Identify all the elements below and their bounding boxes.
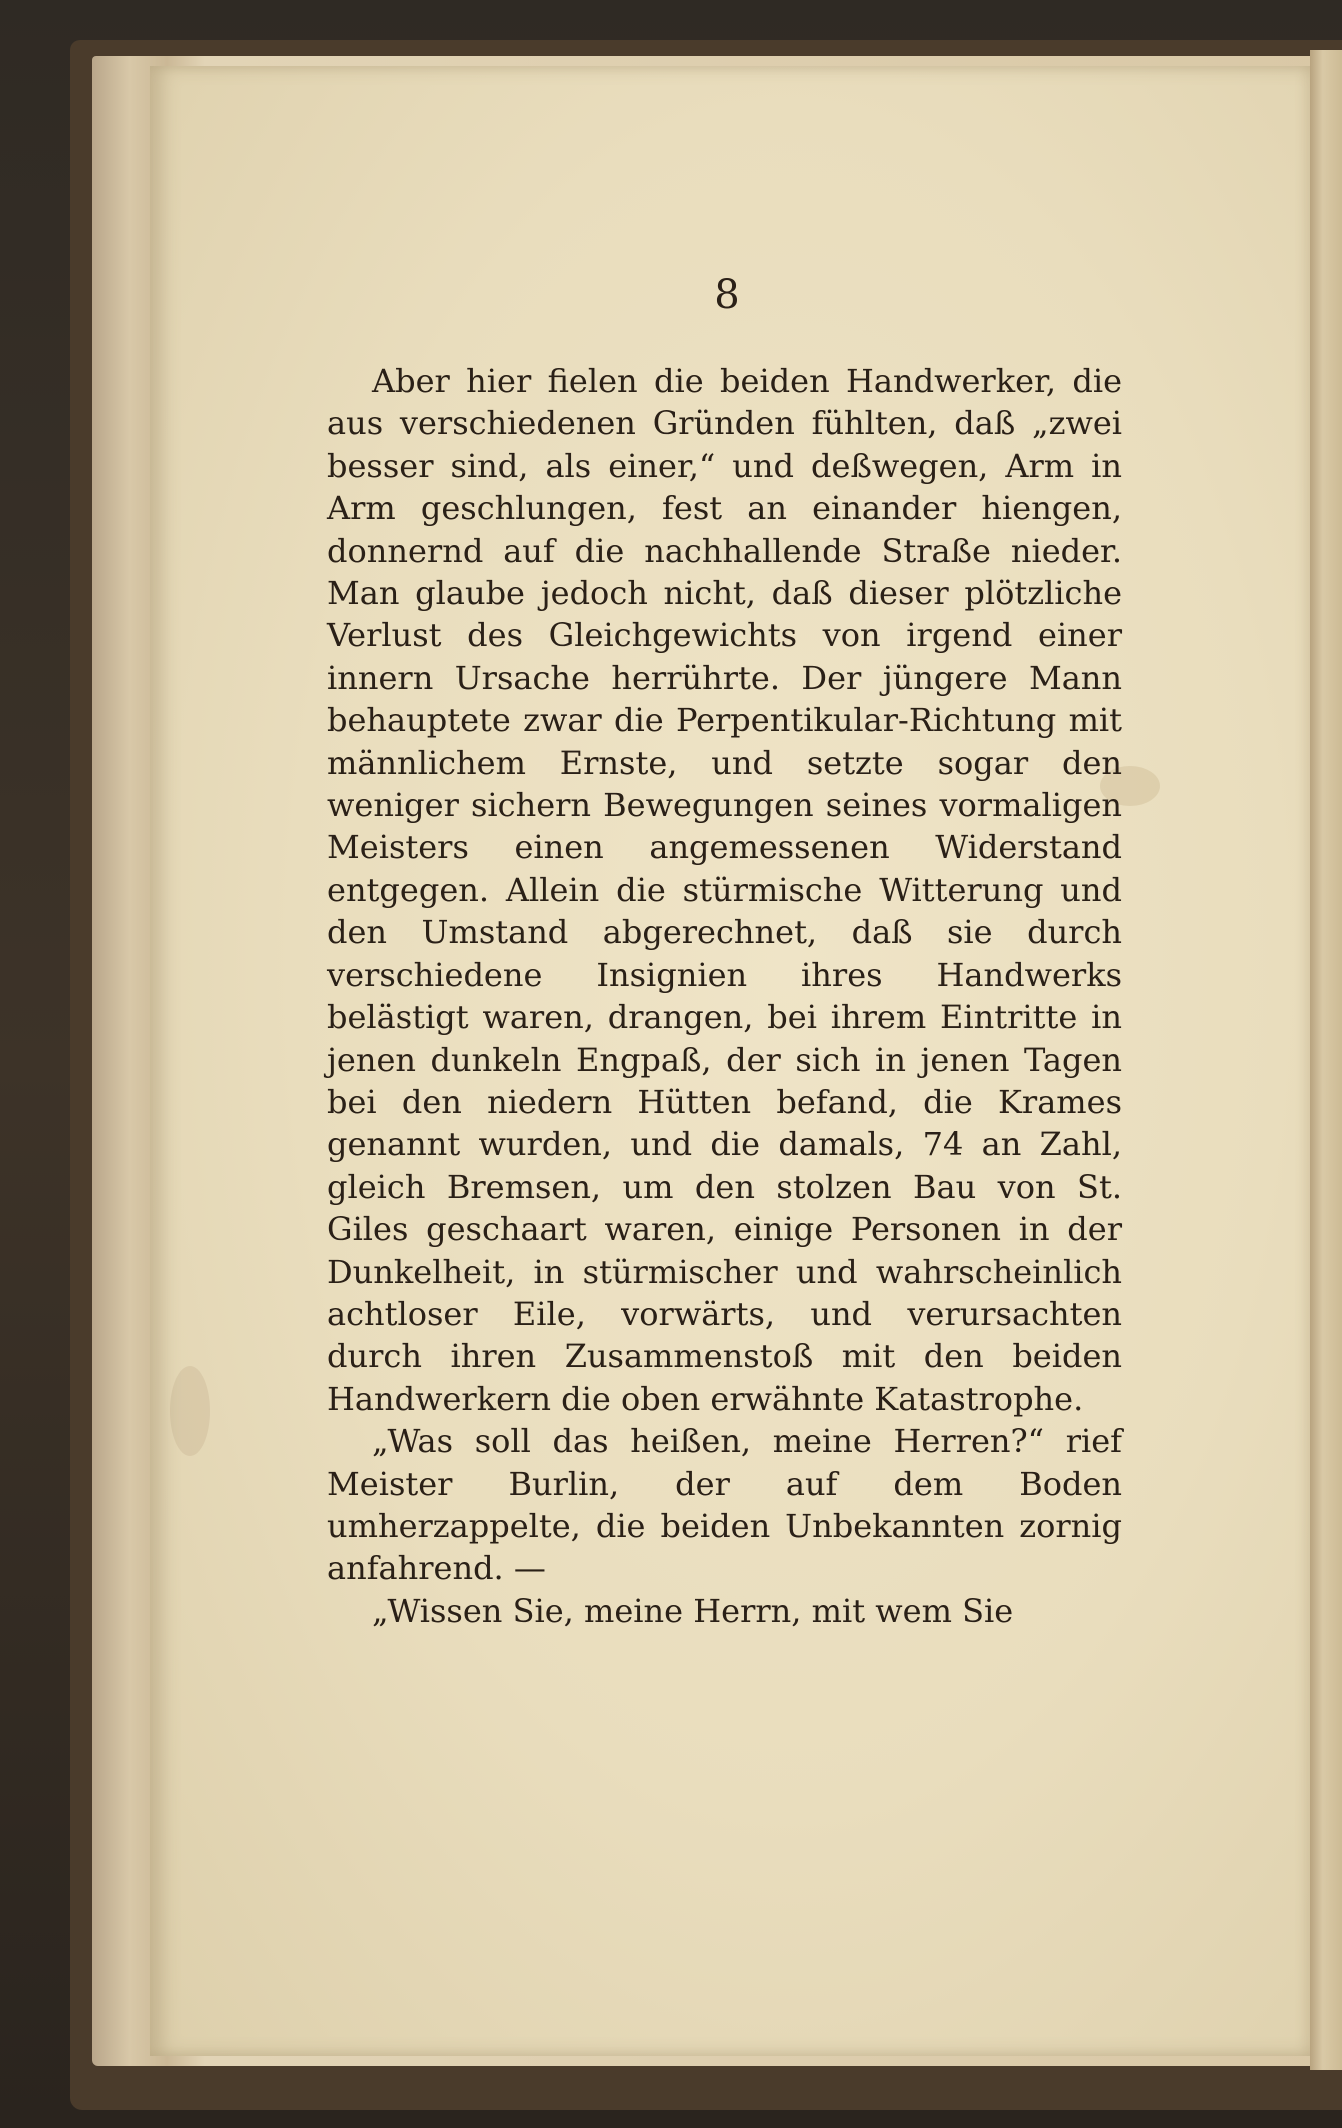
paragraph: Aber hier fielen die beiden Handwerker, die aus verschiedenen Gründen fühlten, daß „zwei besser sind, als einer,“ und deßwegen, Arm in Arm geschlungen, fest an einander hiengen, donnernd auf die nachhallende Straße nieder. Man glaube jedoch nicht, daß dieser plötzliche Verlust des Gleichgewichts von irgend einer innern Ursache herrührte. Der jüngere Mann behauptete zwar die Perpentikular-Richtung mit männlichem Ernste, und setzte sogar den weniger sichern Bewegungen seines vormaligen Meisters einen angemessenen Widerstand entgegen. Allein die stürmische Witterung und den Umstand abgerechnet, daß sie durch verschiedene Insignien ihres Handwerks belästigt waren, drangen, bei ihrem Eintritte in jenen dunkeln Engpaß, der sich in jenen Tagen bei den niedern Hütten befand, die Krames genannt wurden, und die damals, 74 an Zahl, gleich Bremsen, um den stolzen Bau von St. Giles geschaart waren, einige Personen in der Dunkelheit, in stürmischer und wahrscheinlich achtloser Eile, vorwärts, und verursachten durch ihren Zusammenstoß mit den beiden Handwerkern die oben erwähnte Katastrophe. [327,362,1122,1418]
page-number: 8 [714,272,740,318]
body-text [327,360,1122,1632]
paragraph: „Was soll das heißen, meine Herren?“ rief Meister Burlin, der auf dem Boden umherzappelte, die beiden Unbekannten zornig anfahrend. — [327,1422,1122,1588]
next-page-edge [1310,50,1342,2070]
paper-stain [170,1366,210,1456]
paragraph: „Wissen Sie, meine Herrn, mit wem Sie [372,1591,1014,1630]
